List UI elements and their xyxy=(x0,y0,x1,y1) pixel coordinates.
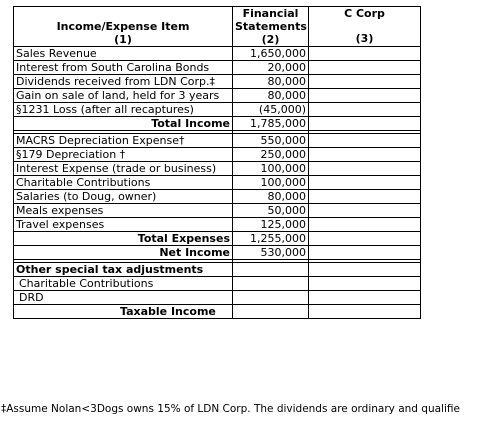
table-row xyxy=(14,75,421,89)
special-adjustments-heading-row xyxy=(14,263,421,277)
table-row xyxy=(14,134,421,148)
c-corp-cell xyxy=(309,61,421,75)
total-expenses-value: 1,255,000 xyxy=(233,232,309,246)
row-value: 20,000 xyxy=(233,61,309,75)
table-row xyxy=(14,176,421,190)
c-corp-cell xyxy=(309,162,421,176)
net-income-label: Net Income xyxy=(14,246,233,260)
c-corp-cell xyxy=(309,305,421,319)
c-corp-cell xyxy=(309,204,421,218)
c-corp-cell xyxy=(309,117,421,131)
c-corp-cell xyxy=(309,232,421,246)
c-corp-cell xyxy=(309,176,421,190)
c-corp-cell xyxy=(309,134,421,148)
total-income-label: Total Income xyxy=(14,117,233,131)
c-corp-cell xyxy=(309,246,421,260)
financial-cell xyxy=(233,263,309,277)
c-corp-cell xyxy=(309,277,421,291)
header-item-title: Income/Expense Item xyxy=(56,20,190,33)
header-item-number: (1) xyxy=(114,33,132,46)
table-row xyxy=(14,291,421,305)
row-value: 50,000 xyxy=(233,204,309,218)
header-c-corp-title: C Corp xyxy=(344,7,385,20)
table-row xyxy=(14,103,421,117)
row-label: §179 Depreciation † xyxy=(14,148,233,162)
taxable-income-row xyxy=(14,305,421,319)
c-corp-cell xyxy=(309,148,421,162)
row-value: 250,000 xyxy=(233,148,309,162)
row-label: Travel expenses xyxy=(14,218,233,232)
header-financial-statements: Financial Statements (2) xyxy=(233,7,309,47)
header-row xyxy=(14,7,421,47)
row-value: 100,000 xyxy=(233,176,309,190)
total-expenses-row xyxy=(14,232,421,246)
taxable-income-label: Taxable Income xyxy=(14,305,233,319)
row-label: MACRS Depreciation Expense† xyxy=(14,134,233,148)
header-item xyxy=(14,7,233,47)
header-c-corp-number: (3) xyxy=(355,32,374,45)
c-corp-cell xyxy=(309,190,421,204)
table-row xyxy=(14,61,421,75)
table-row xyxy=(14,162,421,176)
c-corp-cell xyxy=(309,75,421,89)
row-label: Salaries (to Doug, owner) xyxy=(14,190,233,204)
net-income-value: 530,000 xyxy=(233,246,309,260)
financial-cell xyxy=(233,277,309,291)
row-label: Charitable Contributions xyxy=(14,277,233,291)
net-income-row xyxy=(14,246,421,260)
row-value: 80,000 xyxy=(233,89,309,103)
row-label: Interest from South Carolina Bonds xyxy=(14,61,233,75)
total-income-row xyxy=(14,117,421,131)
table-row xyxy=(14,148,421,162)
row-label: Dividends received from LDN Corp.‡ xyxy=(14,75,233,89)
table-row xyxy=(14,47,421,61)
total-income-value: 1,785,000 xyxy=(233,117,309,131)
row-label: Interest Expense (trade or business) xyxy=(14,162,233,176)
c-corp-cell xyxy=(309,89,421,103)
row-value: 80,000 xyxy=(233,190,309,204)
row-value: 125,000 xyxy=(233,218,309,232)
total-expenses-label: Total Expenses xyxy=(14,232,233,246)
row-label: DRD xyxy=(14,291,233,305)
header-c-corp xyxy=(309,7,421,47)
table-row xyxy=(14,89,421,103)
row-value: 80,000 xyxy=(233,75,309,89)
table-row xyxy=(14,218,421,232)
row-label: Meals expenses xyxy=(14,204,233,218)
table-row xyxy=(14,277,421,291)
c-corp-cell xyxy=(309,103,421,117)
financial-cell xyxy=(233,305,309,319)
tax-worksheet-table xyxy=(13,6,421,319)
row-label: §1231 Loss (after all recaptures) xyxy=(14,103,233,117)
c-corp-cell xyxy=(309,291,421,305)
financial-cell xyxy=(233,291,309,305)
row-label: Sales Revenue xyxy=(14,47,233,61)
c-corp-cell xyxy=(309,263,421,277)
row-label: Gain on sale of land, held for 3 years xyxy=(14,89,233,103)
table-row xyxy=(14,204,421,218)
row-value: (45,000) xyxy=(233,103,309,117)
c-corp-cell xyxy=(309,218,421,232)
c-corp-cell xyxy=(309,47,421,61)
special-adjustments-heading: Other special tax adjustments xyxy=(14,263,233,277)
row-value: 550,000 xyxy=(233,134,309,148)
row-value: 100,000 xyxy=(233,162,309,176)
row-label: Charitable Contributions xyxy=(14,176,233,190)
row-value: 1,650,000 xyxy=(233,47,309,61)
table-row xyxy=(14,190,421,204)
footnote: ‡Assume Nolan<3Dogs owns 15% of LDN Corp. The dividends are ordinary and qualifie xyxy=(1,403,460,415)
